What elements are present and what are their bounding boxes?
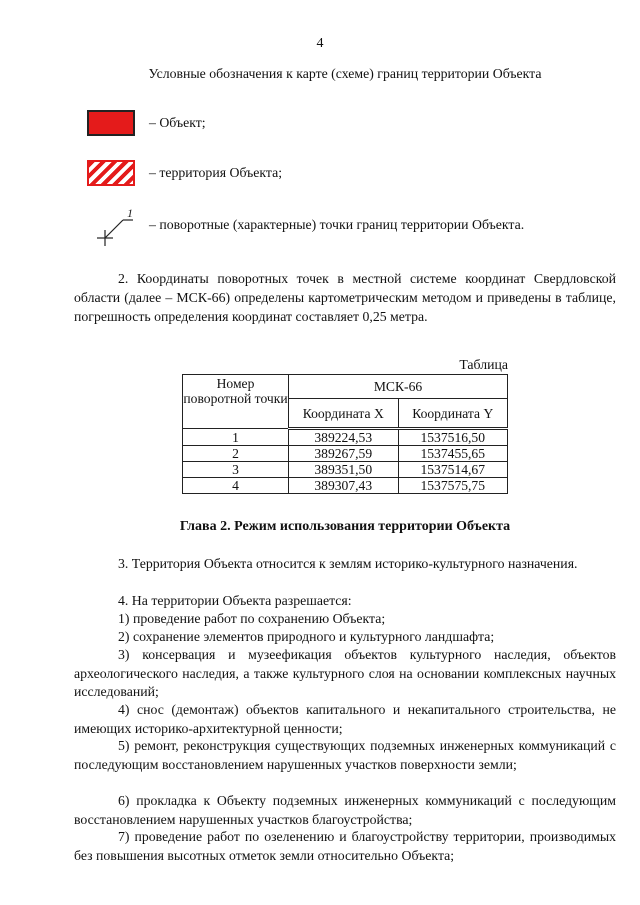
page-number: 4	[316, 36, 324, 51]
list-item: 2) сохранение элементов природного и культурного ландшафта;	[118, 629, 495, 644]
legend-item-territory	[85, 158, 282, 188]
list-item: 5) ремонт, реконструкция существующих подземных инженерных коммуникаций с последующим восстановлением нарушенных участков поверхности земли;	[74, 738, 616, 772]
list-item: 4) снос (демонтаж) объектов капитального и некапитального строительства, не имеющих историко-архитектурной ценности;	[74, 702, 616, 736]
point-number: 3	[183, 462, 289, 478]
red-hatched-box-icon	[87, 160, 135, 186]
coord-y: 1537514,67	[398, 462, 508, 478]
legend-label-points: – поворотные (характерные) точки границ территории Объекта.	[149, 217, 525, 232]
coordinates-table	[182, 374, 508, 494]
legend-label-territory: – территория Объекта;	[149, 165, 283, 180]
legend-item-points	[85, 208, 524, 248]
list-item: 7) проведение работ по озеленению и благоустройству территории, производимых без повышения высотных отметок земли относительно Объекта;	[74, 829, 616, 863]
legend-title: Условные обозначения к карте (схеме) границ территории Объекта	[148, 66, 542, 81]
header-x: Координата X	[289, 399, 399, 429]
coord-x: 389224,53	[289, 429, 399, 446]
coord-y: 1537455,65	[398, 446, 508, 462]
paragraph-3: 3. Территория Объекта относится к землям историко-культурного назначения.	[118, 556, 578, 571]
header-y: Координата Y	[398, 399, 508, 429]
table-row	[183, 446, 508, 462]
chapter-title: Глава 2. Режим использования территории Объекта	[179, 519, 511, 534]
turning-point-icon	[85, 208, 137, 248]
point-number: 1	[183, 429, 289, 446]
paragraph-2: 2. Координаты поворотных точек в местной системе координат Свердловской области (далее – МСК-66) определены картометрическим методом и приведены в таблице, погрешность определения координат составляет 0,25 метра.	[74, 271, 616, 324]
table-row	[183, 478, 508, 494]
paragraph-4: 4. На территории Объекта разрешается:	[118, 593, 352, 608]
legend-item-object	[85, 108, 206, 138]
header-system: МСК-66	[289, 375, 508, 399]
red-filled-box-icon	[87, 110, 135, 136]
table-row	[183, 429, 508, 446]
point-number: 4	[183, 478, 289, 494]
point-marker-label: 1	[127, 208, 133, 220]
list-item: 6) прокладка к Объекту подземных инженерных коммуникаций с последующим восстановлением нарушенных участков благоустройства;	[74, 793, 616, 827]
table-row	[183, 462, 508, 478]
coord-x: 389307,43	[289, 478, 399, 494]
coord-x: 389267,59	[289, 446, 399, 462]
list-item: 3) консервация и музеефикация объектов культурного наследия, объектов археологического наследия, а также культурного слоя на основании комплексных научных исследований;	[74, 647, 616, 699]
header-point-number: Номер поворотной точки	[183, 375, 289, 429]
point-number: 2	[183, 446, 289, 462]
coord-y: 1537516,50	[398, 429, 508, 446]
coord-y: 1537575,75	[398, 478, 508, 494]
list-item: 1) проведение работ по сохранению Объекта;	[118, 611, 386, 626]
coord-x: 389351,50	[289, 462, 399, 478]
table-caption: Таблица	[459, 357, 508, 372]
legend-label-object: – Объект;	[149, 115, 206, 130]
